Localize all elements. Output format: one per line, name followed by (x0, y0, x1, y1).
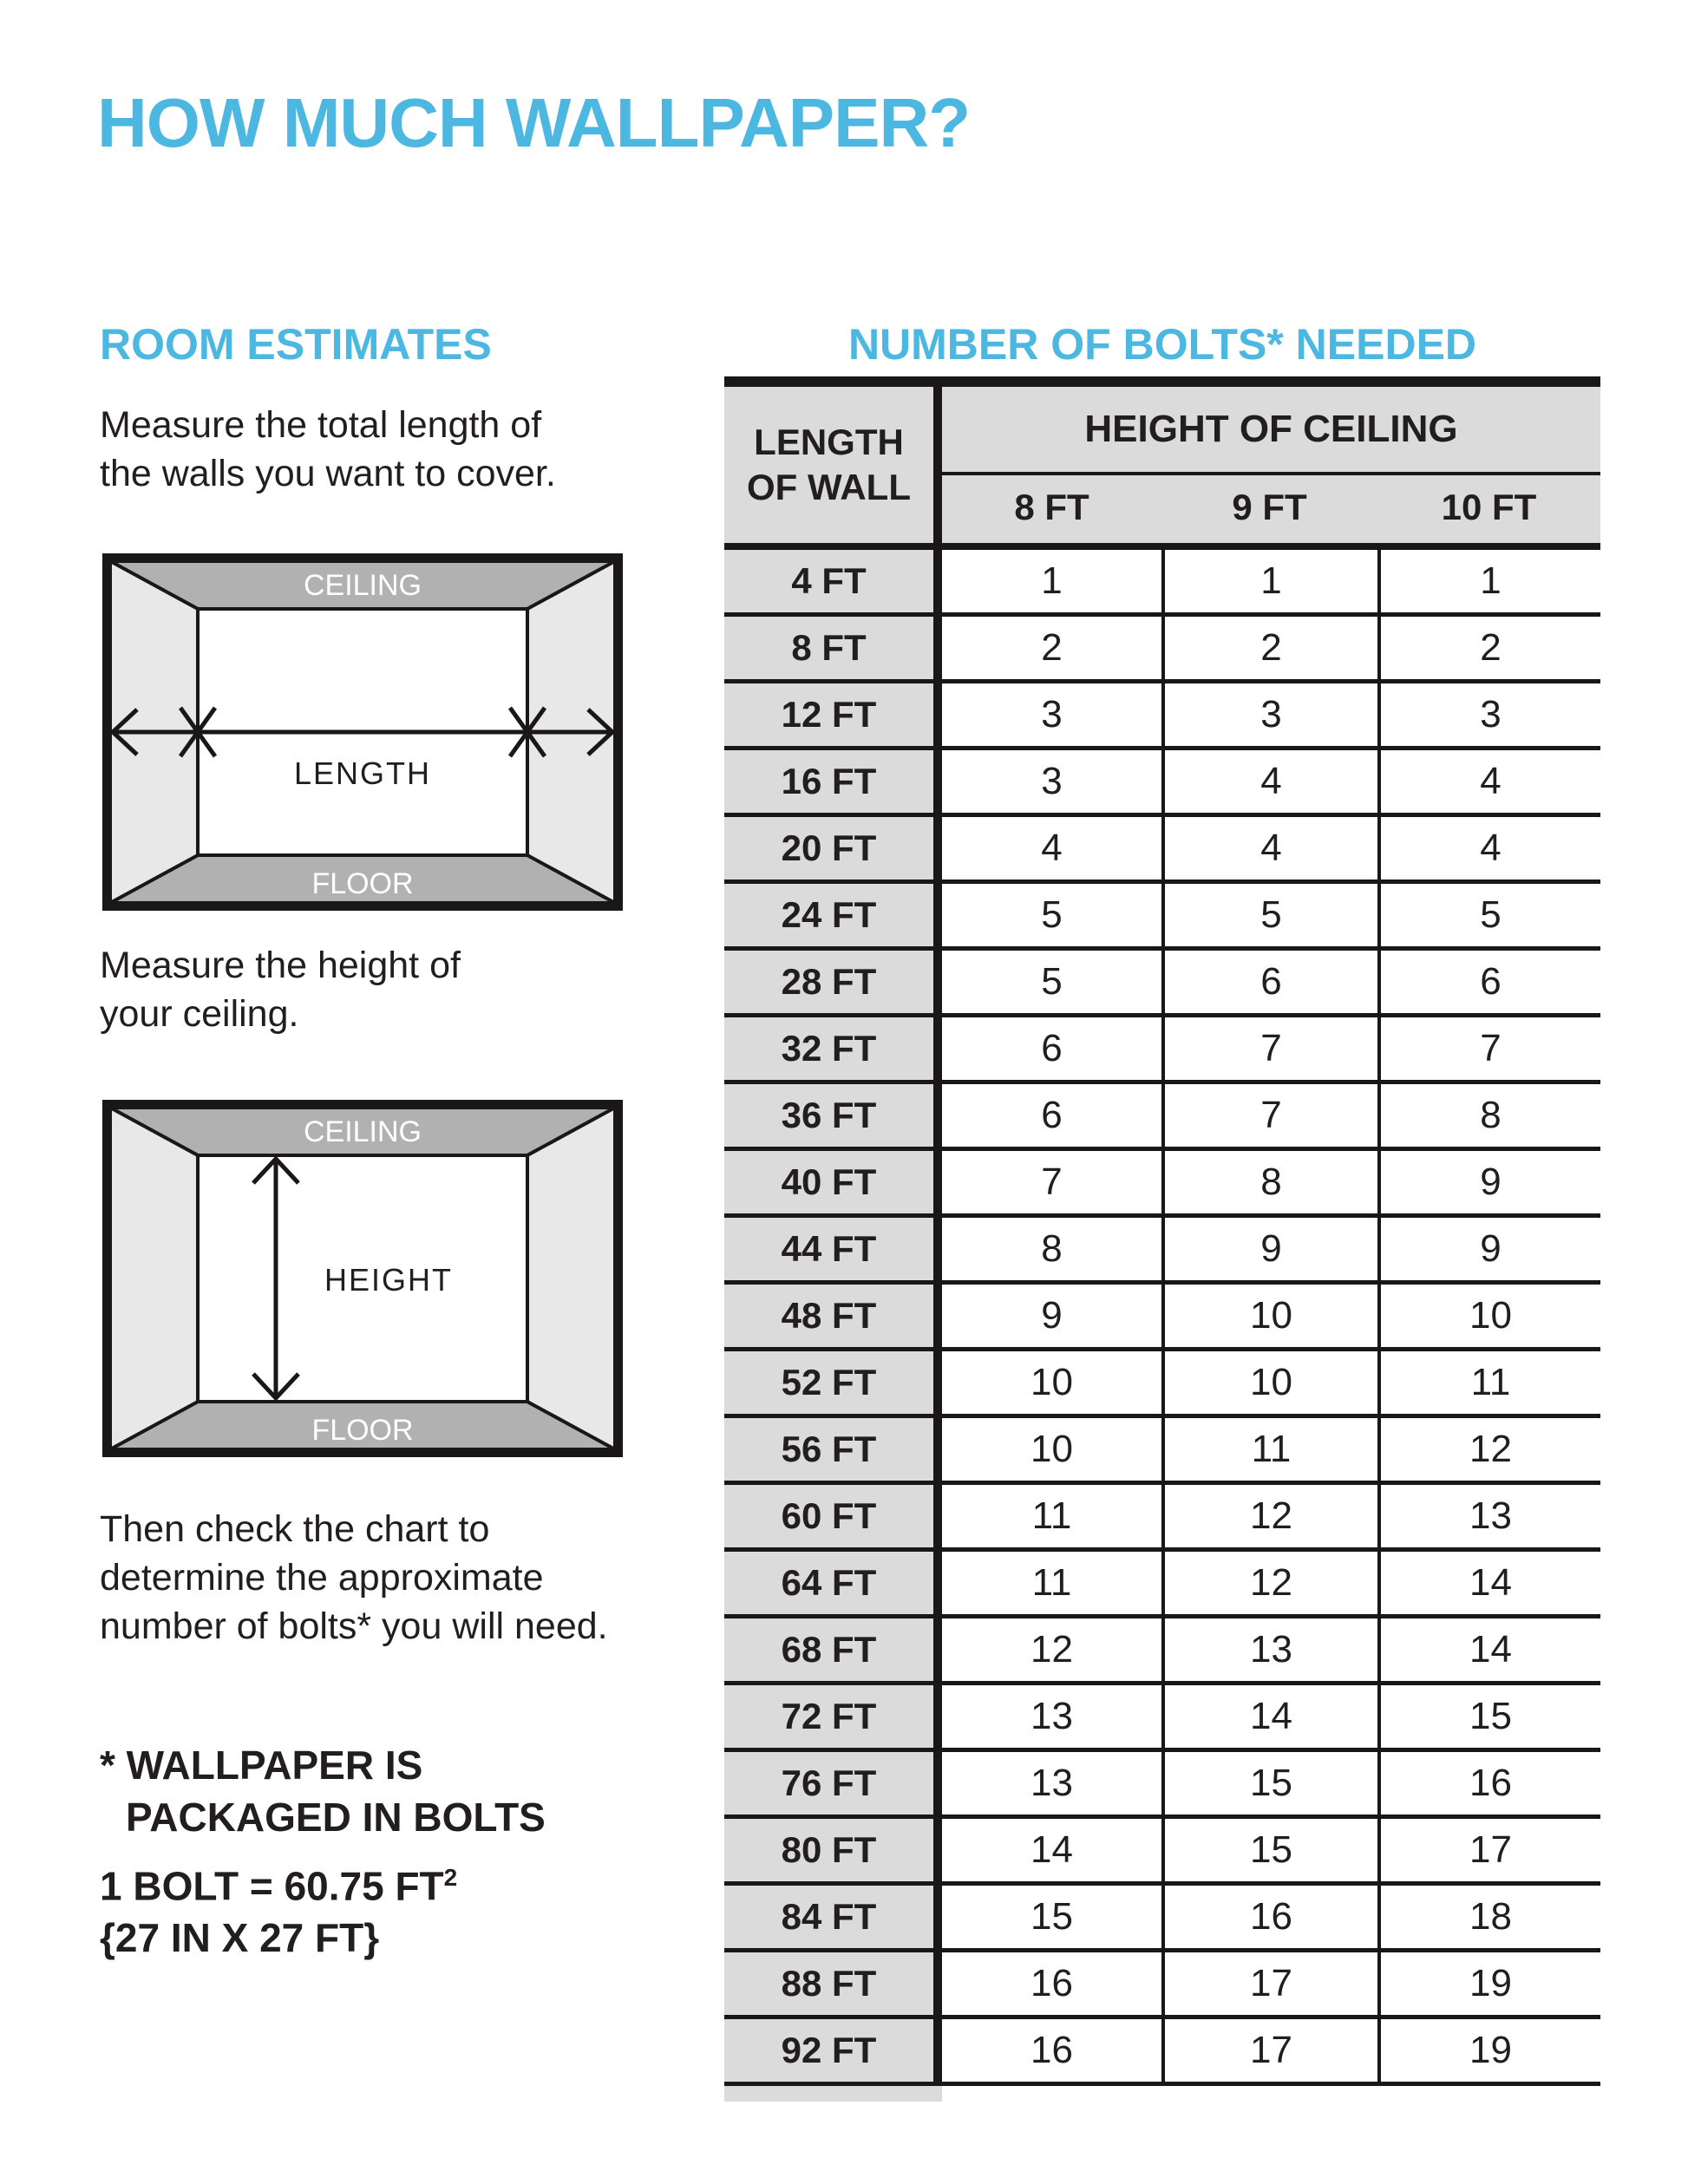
table-row (724, 550, 1600, 617)
bolt-count-cell: 5 (942, 951, 1161, 1013)
step1-line1: Measure the total length of (100, 404, 542, 446)
bolt-count-cell: 12 (1377, 1418, 1600, 1481)
wall-length-cell: 68 FT (724, 1618, 942, 1681)
table-row (724, 884, 1600, 951)
wall-length-cell: 64 FT (724, 1552, 942, 1614)
floor-label: FLOOR (311, 867, 414, 900)
wall-length-cell: 24 FT (724, 884, 942, 946)
ceiling-height-columns (942, 475, 1600, 539)
height-of-ceiling-header: HEIGHT OF CEILING (942, 387, 1600, 475)
bolt-count-cell: 1 (1377, 550, 1600, 612)
room-height-diagram (102, 1100, 623, 1457)
step3-line3: number of bolts* you will need. (100, 1605, 608, 1647)
bolt-count-cell: 7 (942, 1151, 1161, 1213)
bolt-count-cell: 10 (1161, 1351, 1377, 1414)
bolt-count-cell: 17 (1161, 2019, 1377, 2082)
step3-instructions (100, 1505, 608, 1651)
table-row (724, 817, 1600, 884)
col-header-10ft: 10 FT (1441, 487, 1537, 527)
table-row (724, 683, 1600, 750)
wall-length-cell: 36 FT (724, 1084, 942, 1147)
table-row (724, 750, 1600, 817)
bolt-count-cell: 16 (942, 2019, 1161, 2082)
bolt-count-cell: 16 (1161, 1886, 1377, 1948)
bolt-count-cell: 1 (1161, 550, 1377, 612)
bolt-count-cell: 14 (1377, 1552, 1600, 1614)
bolt-count-cell: 8 (1161, 1151, 1377, 1213)
bolt-count-cell: 12 (942, 1618, 1161, 1681)
room-estimates-heading: ROOM ESTIMATES (100, 320, 492, 369)
wall-length-cell: 16 FT (724, 750, 942, 813)
table-row (724, 1485, 1600, 1552)
wall-length-cell: 32 FT (724, 1017, 942, 1080)
wall-length-cell: 8 FT (724, 617, 942, 679)
bolt-count-cell: 15 (1161, 1819, 1377, 1881)
bolt-count-cell: 10 (942, 1418, 1161, 1481)
bolts-table (724, 376, 1600, 2102)
table-top-border (724, 376, 1600, 387)
wall-length-cell: 28 FT (724, 951, 942, 1013)
wall-length-cell: 52 FT (724, 1351, 942, 1414)
table-header (724, 387, 1600, 543)
wall-length-cell: 12 FT (724, 683, 942, 746)
right-wall-panel (527, 1108, 615, 1449)
bolt-count-cell: 6 (1161, 951, 1377, 1013)
bolt-count-cell: 5 (942, 884, 1161, 946)
wall-length-cell: 20 FT (724, 817, 942, 879)
wall-length-cell: 56 FT (724, 1418, 942, 1481)
bolt-count-cell: 16 (1377, 1752, 1600, 1815)
height-of-ceiling-header-group (942, 387, 1600, 543)
bolt-count-cell: 13 (1161, 1618, 1377, 1681)
bolt-count-cell: 12 (1161, 1552, 1377, 1614)
bolt-count-cell: 16 (942, 1952, 1161, 2015)
bolt-count-cell: 11 (1161, 1418, 1377, 1481)
left-wall-panel (110, 1108, 198, 1449)
bolt-count-cell: 5 (1161, 884, 1377, 946)
bolt-count-cell: 2 (942, 617, 1161, 679)
bolt-count-cell: 6 (942, 1017, 1161, 1080)
bolt-count-cell: 7 (1161, 1017, 1377, 1080)
bolt-count-cell: 11 (942, 1552, 1161, 1614)
bolt-count-cell: 9 (942, 1285, 1161, 1347)
bolt-count-cell: 14 (942, 1819, 1161, 1881)
step3-line1: Then check the chart to (100, 1508, 490, 1550)
bolt-count-cell: 17 (1161, 1952, 1377, 2015)
col-header-9ft: 9 FT (1232, 487, 1307, 527)
bolt-dimensions: {27 IN X 27 FT} (100, 1915, 380, 1961)
step1-line2: the walls you want to cover. (100, 453, 556, 494)
table-row (724, 1752, 1600, 1819)
bolt-count-cell: 14 (1161, 1685, 1377, 1748)
table-row (724, 1084, 1600, 1151)
bolts-needed-heading: NUMBER OF BOLTS* NEEDED (847, 320, 1477, 369)
table-bottom-gray-stub (724, 2086, 942, 2102)
bolt-count-cell: 11 (1377, 1351, 1600, 1414)
bolt-count-cell: 6 (942, 1084, 1161, 1147)
wall-length-cell: 84 FT (724, 1886, 942, 1948)
page-title: HOW MUCH WALLPAPER? (97, 84, 971, 161)
bolt-count-cell: 7 (1161, 1084, 1377, 1147)
room-length-diagram (102, 553, 623, 911)
bolt-count-cell: 3 (1161, 683, 1377, 746)
bolt-count-cell: 15 (942, 1886, 1161, 1948)
table-row (724, 1952, 1600, 2019)
wall-length-cell: 92 FT (724, 2019, 942, 2082)
bolt-count-cell: 11 (942, 1485, 1161, 1547)
ceiling-label: CEILING (303, 1115, 422, 1148)
bolt-count-cell: 4 (1161, 750, 1377, 813)
wall-length-cell: 76 FT (724, 1752, 942, 1815)
ceiling-label: CEILING (303, 569, 422, 602)
bolt-count-cell: 13 (1377, 1485, 1600, 1547)
floor-label: FLOOR (311, 1414, 414, 1447)
bolt-count-cell: 8 (1377, 1084, 1600, 1147)
bolt-count-cell: 14 (1377, 1618, 1600, 1681)
table-row (724, 1886, 1600, 1952)
bolt-count-cell: 19 (1377, 1952, 1600, 2015)
table-row (724, 1218, 1600, 1285)
table-body (724, 550, 1600, 2086)
table-row (724, 617, 1600, 683)
bolt-count-cell: 13 (942, 1752, 1161, 1815)
bolt-count-cell: 10 (1377, 1285, 1600, 1347)
table-row (724, 1017, 1600, 1084)
table-row (724, 1351, 1600, 1418)
bolt-count-cell: 4 (1161, 817, 1377, 879)
wall-length-cell: 88 FT (724, 1952, 942, 2015)
table-row (724, 1151, 1600, 1218)
bolt-count-cell: 3 (1377, 683, 1600, 746)
wall-length-cell: 80 FT (724, 1819, 942, 1881)
bolt-count-cell: 2 (1377, 617, 1600, 679)
bolt-count-cell: 15 (1161, 1752, 1377, 1815)
footnote-line2: PACKAGED IN BOLTS (126, 1795, 546, 1840)
step1-instructions (100, 401, 556, 498)
length-of-wall-line1: LENGTH (754, 421, 904, 462)
bolt-facts (100, 1852, 457, 1964)
bolt-count-cell: 5 (1377, 884, 1600, 946)
bolt-count-cell: 8 (942, 1218, 1161, 1280)
bolt-count-cell: 13 (942, 1685, 1161, 1748)
bolts-footnote (100, 1739, 546, 1843)
wall-length-cell: 72 FT (724, 1685, 942, 1748)
table-row (724, 1418, 1600, 1485)
table-row (724, 951, 1600, 1017)
table-row (724, 1552, 1600, 1618)
wall-length-cell: 40 FT (724, 1151, 942, 1213)
bolt-equation-text: 1 BOLT = 60.75 FT (100, 1863, 444, 1909)
step2-line2: your ceiling. (100, 993, 299, 1035)
table-header-bottom-border (724, 543, 1600, 550)
bolt-count-cell: 17 (1377, 1819, 1600, 1881)
bolt-count-cell: 18 (1377, 1886, 1600, 1948)
length-of-wall-header (724, 387, 942, 543)
bolt-count-cell: 4 (942, 817, 1161, 879)
bolt-count-cell: 3 (942, 750, 1161, 813)
table-row (724, 1685, 1600, 1752)
wall-length-cell: 4 FT (724, 550, 942, 612)
table-row (724, 2019, 1600, 2086)
length-of-wall-line2: OF WALL (747, 467, 911, 507)
table-row (724, 1819, 1600, 1886)
height-label: HEIGHT (324, 1262, 454, 1298)
bolt-count-cell: 7 (1377, 1017, 1600, 1080)
bolt-count-cell: 4 (1377, 817, 1600, 879)
bolt-count-cell: 9 (1161, 1218, 1377, 1280)
step2-instructions (100, 941, 461, 1038)
bolt-count-cell: 10 (1161, 1285, 1377, 1347)
bolt-count-cell: 9 (1377, 1218, 1600, 1280)
bolt-equation-superscript: 2 (443, 1864, 458, 1891)
bolt-count-cell: 9 (1377, 1151, 1600, 1213)
length-label: LENGTH (293, 755, 432, 791)
table-row (724, 1618, 1600, 1685)
bolt-count-cell: 6 (1377, 951, 1600, 1013)
bolt-count-cell: 15 (1377, 1685, 1600, 1748)
wall-length-cell: 60 FT (724, 1485, 942, 1547)
bolt-count-cell: 2 (1161, 617, 1377, 679)
bolt-count-cell: 12 (1161, 1485, 1377, 1547)
bolt-count-cell: 19 (1377, 2019, 1600, 2082)
table-row (724, 1285, 1600, 1351)
bolt-equation (100, 1852, 457, 1912)
bolt-count-cell: 3 (942, 683, 1161, 746)
col-header-8ft: 8 FT (1014, 487, 1089, 527)
bolt-count-cell: 10 (942, 1351, 1161, 1414)
step2-line1: Measure the height of (100, 945, 461, 986)
step3-line2: determine the approximate (100, 1557, 544, 1599)
wall-length-cell: 44 FT (724, 1218, 942, 1280)
bolt-count-cell: 1 (942, 550, 1161, 612)
footnote-line1: * WALLPAPER IS (100, 1743, 423, 1788)
wall-length-cell: 48 FT (724, 1285, 942, 1347)
bolt-count-cell: 4 (1377, 750, 1600, 813)
